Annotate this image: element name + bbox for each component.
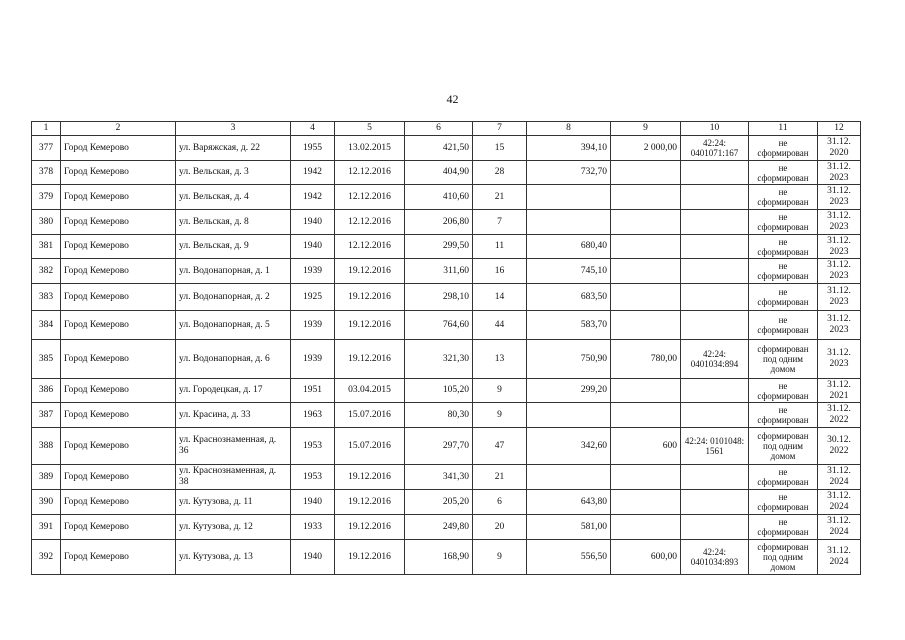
land-status-cell: сформирован под одним домом [749,428,818,465]
cadastral-number-cell: 42:24: 0401071:167 [681,136,749,161]
residents-cell: 9 [473,403,527,428]
residents-cell: 11 [473,235,527,259]
row-number-cell: 392 [32,540,61,575]
living-area-cell: 680,40 [527,235,611,259]
residents-cell: 21 [473,465,527,490]
table-body [32,136,861,575]
municipality-cell: Город Кемерово [61,428,176,465]
recognition-date-cell: 12.12.2016 [335,161,405,185]
municipality-cell: Город Кемерово [61,465,176,490]
area-cell: 421,50 [405,136,473,161]
build-year-cell: 1951 [291,379,335,403]
table-row [32,340,861,379]
area-cell: 80,30 [405,403,473,428]
recognition-date-cell: 19.12.2016 [335,340,405,379]
row-number-cell: 381 [32,235,61,259]
address-cell: ул. Водонапорная, д. 2 [176,284,291,311]
land-area-cell [611,515,681,540]
build-year-cell: 1933 [291,515,335,540]
build-year-cell: 1939 [291,311,335,340]
land-area-cell: 2 000,00 [611,136,681,161]
municipality-cell: Город Кемерово [61,540,176,575]
residents-cell: 7 [473,210,527,235]
land-status-cell: не сформирован [749,490,818,515]
residents-cell: 20 [473,515,527,540]
municipality-cell: Город Кемерово [61,403,176,428]
column-header: 8 [527,122,611,136]
deadline-cell: 31.12. 2023 [818,311,861,340]
area-cell: 297,70 [405,428,473,465]
column-header: 7 [473,122,527,136]
row-number-cell: 387 [32,403,61,428]
area-cell: 404,90 [405,161,473,185]
area-cell: 321,30 [405,340,473,379]
column-header: 1 [32,122,61,136]
recognition-date-cell: 12.12.2016 [335,185,405,210]
cadastral-number-cell [681,185,749,210]
recognition-date-cell: 19.12.2016 [335,259,405,284]
page-number: 42 [446,92,459,106]
cadastral-number-cell: 42:24: 0401034:893 [681,540,749,575]
residents-cell: 14 [473,284,527,311]
living-area-cell: 750,90 [527,340,611,379]
table-row [32,161,861,185]
living-area-cell: 732,70 [527,161,611,185]
table-row [32,379,861,403]
cadastral-number-cell [681,235,749,259]
residents-cell: 13 [473,340,527,379]
deadline-cell: 31.12. 2023 [818,259,861,284]
living-area-cell [527,403,611,428]
land-area-cell: 600,00 [611,540,681,575]
table-row [32,465,861,490]
residents-cell: 28 [473,161,527,185]
row-number-cell: 382 [32,259,61,284]
table-row [32,490,861,515]
column-header: 5 [335,122,405,136]
living-area-cell: 583,70 [527,311,611,340]
cadastral-number-cell [681,490,749,515]
build-year-cell: 1963 [291,403,335,428]
table-row [32,284,861,311]
deadline-cell: 31.12. 2024 [818,490,861,515]
address-cell: ул. Краснознаменная, д. 38 [176,465,291,490]
table-row [32,403,861,428]
residents-cell: 9 [473,379,527,403]
cadastral-number-cell: 42:24: 0101048: 1561 [681,428,749,465]
land-area-cell [611,379,681,403]
residents-cell: 15 [473,136,527,161]
municipality-cell: Город Кемерово [61,284,176,311]
municipality-cell: Город Кемерово [61,235,176,259]
row-number-cell: 380 [32,210,61,235]
table-row [32,136,861,161]
land-area-cell: 600 [611,428,681,465]
row-number-cell: 391 [32,515,61,540]
address-cell: ул. Водонапорная, д. 6 [176,340,291,379]
residents-cell: 21 [473,185,527,210]
build-year-cell: 1939 [291,340,335,379]
land-area-cell [611,235,681,259]
deadline-cell: 31.12. 2023 [818,235,861,259]
living-area-cell: 299,20 [527,379,611,403]
municipality-cell: Город Кемерово [61,311,176,340]
living-area-cell: 643,80 [527,490,611,515]
table-row [32,428,861,465]
build-year-cell: 1940 [291,235,335,259]
recognition-date-cell: 19.12.2016 [335,540,405,575]
municipality-cell: Город Кемерово [61,515,176,540]
land-status-cell: не сформирован [749,284,818,311]
row-number-cell: 379 [32,185,61,210]
row-number-cell: 389 [32,465,61,490]
recognition-date-cell: 15.07.2016 [335,428,405,465]
column-header: 11 [749,122,818,136]
build-year-cell: 1940 [291,540,335,575]
municipality-cell: Город Кемерово [61,379,176,403]
row-number-cell: 385 [32,340,61,379]
municipality-cell: Город Кемерово [61,136,176,161]
build-year-cell: 1925 [291,284,335,311]
area-cell: 105,20 [405,379,473,403]
area-cell: 298,10 [405,284,473,311]
cadastral-number-cell [681,161,749,185]
living-area-cell: 683,50 [527,284,611,311]
land-status-cell: не сформирован [749,235,818,259]
land-status-cell: не сформирован [749,259,818,284]
recognition-date-cell: 19.12.2016 [335,284,405,311]
deadline-cell: 30.12. 2022 [818,428,861,465]
column-header: 10 [681,122,749,136]
deadline-cell: 31.12. 2023 [818,161,861,185]
residents-cell: 6 [473,490,527,515]
deadline-cell: 31.12. 2020 [818,136,861,161]
recognition-date-cell: 19.12.2016 [335,311,405,340]
column-header: 2 [61,122,176,136]
area-cell: 206,80 [405,210,473,235]
living-area-cell: 556,50 [527,540,611,575]
deadline-cell: 31.12. 2024 [818,465,861,490]
row-number-cell: 388 [32,428,61,465]
area-cell: 341,30 [405,465,473,490]
deadline-cell: 31.12. 2023 [818,210,861,235]
table-row [32,210,861,235]
housing-register-table [31,121,861,575]
area-cell: 299,50 [405,235,473,259]
build-year-cell: 1939 [291,259,335,284]
area-cell: 311,60 [405,259,473,284]
table-row [32,235,861,259]
land-area-cell [611,465,681,490]
table-row [32,259,861,284]
land-status-cell: не сформирован [749,311,818,340]
cadastral-number-cell [681,259,749,284]
deadline-cell: 31.12. 2023 [818,185,861,210]
table-row [32,185,861,210]
row-number-cell: 386 [32,379,61,403]
deadline-cell: 31.12. 2024 [818,515,861,540]
recognition-date-cell: 19.12.2016 [335,515,405,540]
build-year-cell: 1942 [291,185,335,210]
recognition-date-cell: 15.07.2016 [335,403,405,428]
address-cell: ул. Краснознаменная, д. 36 [176,428,291,465]
build-year-cell: 1940 [291,210,335,235]
build-year-cell: 1955 [291,136,335,161]
column-header: 9 [611,122,681,136]
row-number-cell: 384 [32,311,61,340]
table-row [32,540,861,575]
address-cell: ул. Кутузова, д. 12 [176,515,291,540]
area-cell: 764,60 [405,311,473,340]
table-header [32,122,861,136]
land-area-cell [611,161,681,185]
build-year-cell: 1953 [291,428,335,465]
address-cell: ул. Городецкая, д. 17 [176,379,291,403]
living-area-cell: 581,00 [527,515,611,540]
deadline-cell: 31.12. 2021 [818,379,861,403]
column-header: 6 [405,122,473,136]
recognition-date-cell: 19.12.2016 [335,490,405,515]
deadline-cell: 31.12. 2022 [818,403,861,428]
table-row [32,311,861,340]
cadastral-number-cell [681,515,749,540]
municipality-cell: Город Кемерово [61,185,176,210]
deadline-cell: 31.12. 2024 [818,540,861,575]
living-area-cell: 745,10 [527,259,611,284]
area-cell: 410,60 [405,185,473,210]
recognition-date-cell: 12.12.2016 [335,210,405,235]
area-cell: 205,20 [405,490,473,515]
column-header: 3 [176,122,291,136]
living-area-cell [527,465,611,490]
cadastral-number-cell [681,465,749,490]
land-status-cell: не сформирован [749,185,818,210]
row-number-cell: 383 [32,284,61,311]
address-cell: ул. Вельская, д. 3 [176,161,291,185]
land-area-cell [611,284,681,311]
living-area-cell [527,185,611,210]
residents-cell: 44 [473,311,527,340]
deadline-cell: 31.12. 2023 [818,284,861,311]
cadastral-number-cell [681,379,749,403]
cadastral-number-cell [681,403,749,428]
address-cell: ул. Водонапорная, д. 1 [176,259,291,284]
area-cell: 168,90 [405,540,473,575]
land-status-cell: не сформирован [749,210,818,235]
recognition-date-cell: 13.02.2015 [335,136,405,161]
municipality-cell: Город Кемерово [61,490,176,515]
land-status-cell: сформирован под одним домом [749,340,818,379]
land-status-cell: не сформирован [749,403,818,428]
build-year-cell: 1942 [291,161,335,185]
area-cell: 249,80 [405,515,473,540]
recognition-date-cell: 03.04.2015 [335,379,405,403]
municipality-cell: Город Кемерово [61,210,176,235]
address-cell: ул. Водонапорная, д. 5 [176,311,291,340]
land-area-cell [611,490,681,515]
address-cell: ул. Варяжская, д. 22 [176,136,291,161]
land-area-cell [611,210,681,235]
land-area-cell [611,403,681,428]
land-status-cell: сформирован под одним домом [749,540,818,575]
land-area-cell: 780,00 [611,340,681,379]
address-cell: ул. Вельская, д. 9 [176,235,291,259]
land-status-cell: не сформирован [749,379,818,403]
deadline-cell: 31.12. 2023 [818,340,861,379]
land-status-cell: не сформирован [749,161,818,185]
column-header: 4 [291,122,335,136]
municipality-cell: Город Кемерово [61,340,176,379]
land-area-cell [611,259,681,284]
recognition-date-cell: 12.12.2016 [335,235,405,259]
address-cell: ул. Красина, д. 33 [176,403,291,428]
land-area-cell [611,185,681,210]
build-year-cell: 1953 [291,465,335,490]
recognition-date-cell: 19.12.2016 [335,465,405,490]
cadastral-number-cell [681,311,749,340]
address-cell: ул. Кутузова, д. 11 [176,490,291,515]
residents-cell: 9 [473,540,527,575]
table-row [32,515,861,540]
living-area-cell: 394,10 [527,136,611,161]
land-status-cell: не сформирован [749,465,818,490]
row-number-cell: 390 [32,490,61,515]
municipality-cell: Город Кемерово [61,161,176,185]
address-cell: ул. Кутузова, д. 13 [176,540,291,575]
row-number-cell: 378 [32,161,61,185]
land-area-cell [611,311,681,340]
land-status-cell: не сформирован [749,515,818,540]
living-area-cell: 342,60 [527,428,611,465]
column-header: 12 [818,122,861,136]
row-number-cell: 377 [32,136,61,161]
address-cell: ул. Вельская, д. 8 [176,210,291,235]
residents-cell: 16 [473,259,527,284]
municipality-cell: Город Кемерово [61,259,176,284]
living-area-cell [527,210,611,235]
build-year-cell: 1940 [291,490,335,515]
cadastral-number-cell [681,210,749,235]
cadastral-number-cell: 42:24: 0401034:894 [681,340,749,379]
cadastral-number-cell [681,284,749,311]
address-cell: ул. Вельская, д. 4 [176,185,291,210]
residents-cell: 47 [473,428,527,465]
land-status-cell: не сформирован [749,136,818,161]
